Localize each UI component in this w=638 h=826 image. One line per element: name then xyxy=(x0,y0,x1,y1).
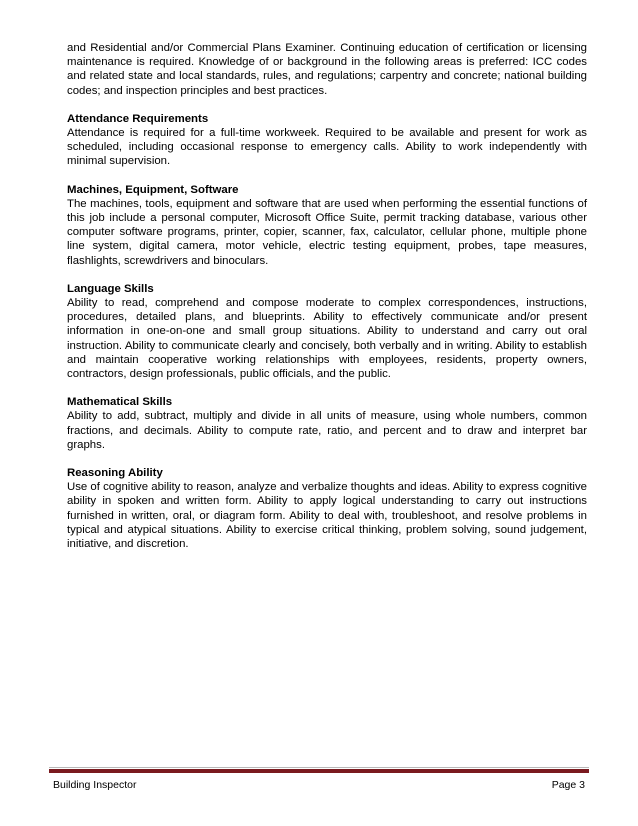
section-paragraph: Attendance is required for a full-time workweek. Required to be available and present for work as scheduled, including occasional response to emergency calls. Ability to work independently with minimal supervision. xyxy=(67,127,587,168)
section-paragraph: Ability to read, comprehend and compose moderate to complex correspondences, instructions, procedures, detailed plans, and blueprints. Ability to effectively communicate and/or present information in one-on-one and small group situations. Ability to understand and carry out oral instruction. Ability to communicate clearly and concisely, both verbally and in writing. Ability to establish and maintain cooperative working relationships with employees, residents, property owners, contractors, design professionals, public officials, and the public. xyxy=(67,297,587,381)
footer-page-number: Page 3 xyxy=(551,779,585,791)
footer-divider xyxy=(49,769,589,773)
section-paragraph: Ability to add, subtract, multiply and divide in all units of measure, using whole numbers, common fractions, and decimals. Ability to compute rate, ratio, and percent and to draw and interpret bar graphs. xyxy=(67,410,587,451)
section-paragraph: Use of cognitive ability to reason, analyze and verbalize thoughts and ideas. Ability to express cognitive ability in spoken and written form. Ability to apply logical understanding to carry out instructions furnished in written, oral, or diagram form. Ability to deal with, troubleshoot, and resolve problems in typical and atypical situations. Ability to exercise critical thinking, problem solving, sound judgement, initiative, and discretion. xyxy=(67,481,587,551)
section-heading: Mathematical Skills xyxy=(67,396,173,409)
section-language-skills xyxy=(67,282,587,381)
footer-document-title: Building Inspector xyxy=(53,779,137,791)
section-heading: Reasoning Ability xyxy=(67,467,163,480)
footer-rule-highlight xyxy=(49,767,589,768)
intro-paragraph: and Residential and/or Commercial Plans Examiner. Continuing education of certification or licensing maintenance is required. Knowledge of or background in the following areas is preferred: ICC codes and related state and local standards, rules, and regulations; carpentry and concrete; national building codes; and inspection principles and best practices. xyxy=(67,42,587,97)
document-body xyxy=(67,41,587,551)
section-heading: Attendance Requirements xyxy=(67,112,209,125)
section-heading: Language Skills xyxy=(67,282,154,295)
section-reasoning-ability xyxy=(67,466,587,551)
section-mathematical-skills xyxy=(67,395,587,452)
section-machines-equipment-software xyxy=(67,183,587,268)
section-attendance-requirements xyxy=(67,112,587,169)
section-heading: Machines, Equipment, Software xyxy=(67,183,239,196)
section-paragraph: The machines, tools, equipment and software that are used when performing the essential functions of this job include a personal computer, Microsoft Office Suite, permit tracking database, various other computer software programs, printer, copier, scanner, fax, calculator, cellular phone, multiple phone line system, digital camera, motor vehicle, electric testing equipment, probes, tape measures, flashlights, screwdrivers and binoculars. xyxy=(67,197,587,267)
